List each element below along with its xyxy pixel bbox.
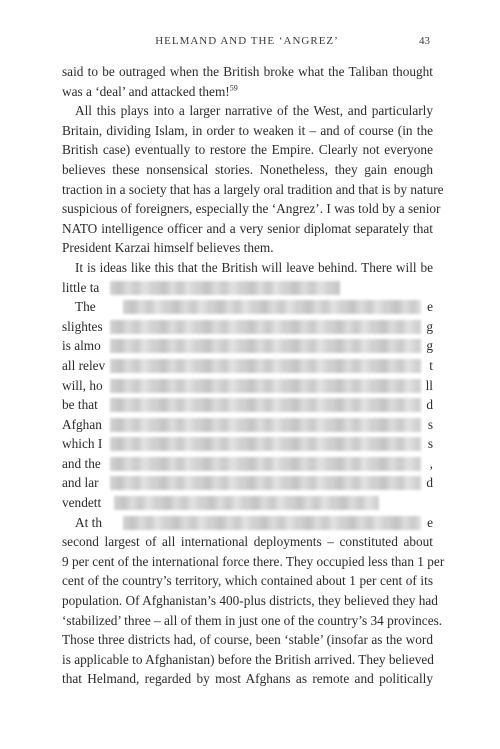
- blur-overlay: [110, 320, 421, 334]
- visible-fragment-left: and lar: [62, 475, 99, 491]
- redacted-line: [62, 513, 433, 533]
- text-line: [62, 611, 443, 631]
- visible-fragment-left: will, ho: [62, 377, 103, 393]
- text-line: [62, 140, 433, 160]
- blur-overlay: [110, 359, 421, 373]
- running-head: HELMAND AND THE ‘ANGREZ’: [155, 35, 339, 47]
- text-line-content: was a ‘deal’ and attacked them!: [62, 83, 230, 99]
- visible-fragment-left: The: [75, 299, 96, 315]
- text-line: [62, 62, 433, 82]
- visible-fragment-right: e: [427, 299, 433, 315]
- visible-fragment-right: e: [427, 514, 433, 530]
- redacted-line: [62, 278, 433, 298]
- text-line: [62, 591, 438, 611]
- redacted-block: [62, 278, 433, 533]
- text-line-content: Britain, dividing Islam, in order to weaken it – and of course (in the: [62, 122, 433, 138]
- visible-fragment-right: ll: [425, 377, 433, 393]
- page-header: [62, 35, 432, 53]
- visible-fragment-right: g: [426, 318, 433, 334]
- visible-fragment-right: g: [426, 338, 433, 354]
- redacted-line: [62, 434, 433, 454]
- blur-overlay: [110, 476, 421, 490]
- text-line: [62, 571, 433, 591]
- text-line: [62, 650, 433, 670]
- visible-fragment-left: slightes: [62, 318, 103, 334]
- text-line-content: second largest of all international deployments – constituted about: [62, 534, 433, 550]
- visible-fragment-left: Afghan: [62, 416, 102, 432]
- text-line-content: believes these nonsensical stories. Nonetheless, they gain enough: [62, 161, 433, 177]
- text-line: [62, 180, 444, 200]
- visible-fragment-right: d: [426, 397, 433, 413]
- text-top-block: [62, 62, 444, 278]
- blur-overlay: [110, 339, 421, 353]
- body-text: [62, 62, 445, 689]
- visible-fragment-left: and the: [62, 455, 101, 471]
- redacted-line: [62, 415, 433, 435]
- visible-fragment-left: be that: [62, 397, 98, 413]
- text-line: [62, 219, 433, 239]
- visible-fragment-right: s: [427, 436, 433, 452]
- redacted-line: [62, 395, 433, 415]
- text-line-content: traction in a society that has a largely oral tradition and that is by nature: [62, 181, 444, 197]
- text-line-content: cent of the country’s territory, which contained about 1 per cent of its: [62, 573, 433, 589]
- text-line: [62, 552, 445, 572]
- redacted-line: [62, 376, 433, 396]
- redacted-line: [62, 473, 433, 493]
- text-line: [62, 199, 441, 219]
- text-line-content: All this plays into a larger narrative of the West, and particularly: [75, 103, 433, 119]
- redacted-line: [62, 454, 433, 474]
- text-line: [62, 238, 433, 258]
- text-line-content: It is ideas like this that the British will leave behind. There will be: [75, 259, 433, 275]
- text-line: [62, 669, 433, 689]
- footnote-marker: 59: [229, 83, 238, 93]
- text-line: [62, 101, 433, 121]
- blur-overlay: [110, 281, 340, 295]
- redacted-line: [62, 493, 433, 513]
- visible-fragment-left: At th: [75, 514, 102, 530]
- page-number: 43: [419, 35, 430, 47]
- visible-fragment-right: ,: [429, 455, 433, 471]
- text-line-content: Those three districts had, of course, been ‘stable’ (insofar as the word: [62, 632, 433, 648]
- text-line-content: population. Of Afghanistan’s 400-plus districts, they believed they had: [62, 593, 438, 609]
- text-line: [62, 532, 433, 552]
- visible-fragment-left: is almo: [62, 338, 101, 354]
- text-line-content: suspicious of foreigners, especially the ‘Angrez’. I was told by a senior: [62, 201, 441, 217]
- text-line-content: NATO intelligence officer and a very senior diplomat separately that: [62, 220, 433, 236]
- visible-fragment-left: all relev: [62, 357, 106, 373]
- text-line-content: British case) eventually to restore the Empire. Clearly not everyone: [62, 142, 433, 158]
- text-bottom-block: [62, 532, 445, 689]
- blur-overlay: [110, 437, 421, 451]
- blur-overlay: [110, 379, 421, 393]
- text-line-content: is applicable to Afghanistan) before the British arrived. They believed: [62, 651, 434, 667]
- visible-fragment-right: t: [429, 357, 433, 373]
- text-line-content: said to be outraged when the British broke what the Taliban thought: [62, 64, 433, 79]
- blur-overlay: [110, 457, 421, 471]
- text-line-content: 9 per cent of the international force there. They occupied less than 1 per: [62, 553, 445, 569]
- blur-overlay: [110, 418, 421, 432]
- visible-fragment-right: d: [426, 475, 433, 491]
- redacted-line: [62, 356, 433, 376]
- visible-fragment-left: vendett: [62, 495, 102, 511]
- text-line-content: ‘stabilized’ three – all of them in just one of the country’s 34 provinces.: [62, 612, 443, 628]
- text-line-content: President Karzai himself believes them.: [62, 240, 274, 256]
- text-line: [62, 160, 433, 180]
- blur-overlay: [123, 300, 421, 314]
- text-line: [62, 630, 433, 650]
- text-line: [62, 258, 433, 278]
- blur-overlay: [110, 398, 421, 412]
- redacted-line: [62, 317, 433, 337]
- visible-fragment-right: s: [427, 416, 433, 432]
- blur-overlay: [114, 496, 379, 510]
- redacted-line: [62, 297, 433, 317]
- redacted-line: [62, 336, 433, 356]
- blur-overlay: [123, 516, 421, 530]
- visible-fragment-left: which I: [62, 436, 103, 452]
- visible-fragment-left: little ta: [62, 279, 100, 295]
- text-line: [62, 121, 433, 141]
- text-line: [62, 82, 433, 102]
- text-line-content: that Helmand, regarded by most Afghans as remote and politically: [62, 671, 433, 687]
